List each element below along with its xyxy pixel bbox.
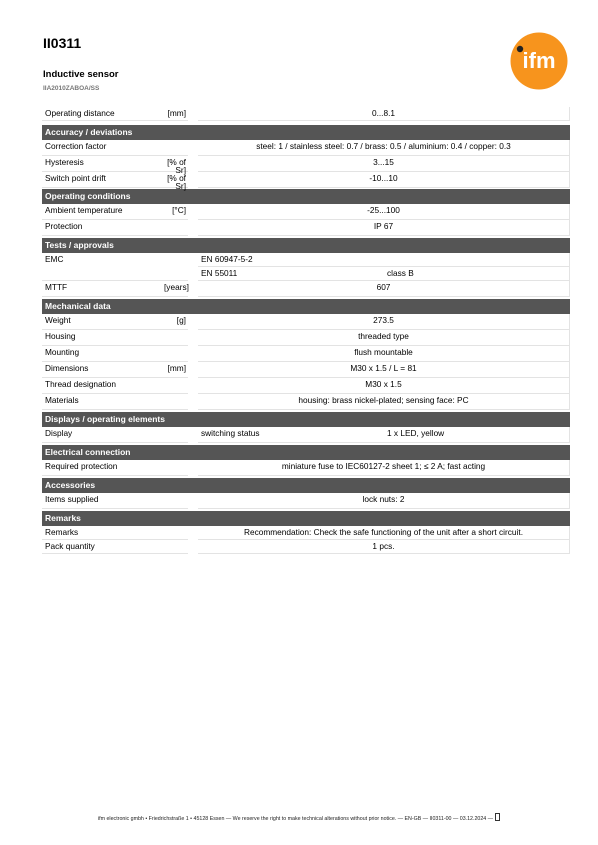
label: Remarks: [42, 526, 164, 540]
unit: [°C]: [164, 204, 188, 220]
value: threaded type: [198, 330, 570, 346]
label: Protection: [42, 220, 164, 236]
label: Correction factor: [42, 140, 164, 156]
value-class: [384, 253, 570, 267]
unit: [164, 220, 188, 236]
product-type: Inductive sensor: [43, 69, 119, 80]
section-operating-conditions: Operating conditions: [42, 189, 570, 204]
unit: [164, 493, 188, 509]
label: Display: [42, 427, 164, 443]
row-required-protection: [42, 460, 570, 476]
section-electrical-connection: Electrical connection: [42, 445, 570, 460]
row-dimensions: [42, 362, 570, 378]
value: miniature fuse to IEC60127-2 sheet 1; ≤ 2 A; fast acting: [198, 460, 570, 476]
label: Pack quantity: [42, 540, 164, 554]
section-tests-approvals: Tests / approvals: [42, 238, 570, 253]
row-thread-designation: [42, 378, 570, 394]
label: Switch point drift: [42, 172, 164, 188]
unit: [164, 346, 188, 362]
value: 607: [198, 281, 570, 297]
value: lock nuts: 2: [198, 493, 570, 509]
row-display: [42, 427, 570, 443]
product-code: IIA2010ZABOA/SS: [43, 85, 100, 92]
value-standard: EN 60947-5-2: [198, 253, 384, 267]
value: -10...10: [198, 172, 570, 188]
label: Required protection: [42, 460, 164, 476]
row-mounting: [42, 346, 570, 362]
section-remarks: Remarks: [42, 511, 570, 526]
label: EMC: [45, 254, 64, 264]
unit: [% of Sr]: [164, 156, 188, 172]
value-class: class B: [384, 267, 570, 281]
value: IP 67: [198, 220, 570, 236]
label: MTTF: [42, 281, 164, 297]
value: 273.5: [198, 314, 570, 330]
row-hysteresis: [42, 156, 570, 176]
value: 0...8.1: [198, 107, 570, 121]
value-function: switching status: [198, 427, 384, 443]
footer-text: ifm electronic gmbh • Friedrichstraße 1 • 45128 Essen — We reserve the right to make technical alterations without prior notice. — EN-GB — II0311-00 — 03.12.2024 —: [97, 816, 494, 822]
unit: [years]: [164, 281, 188, 297]
unit: [mm]: [164, 107, 188, 121]
unit: [164, 378, 188, 394]
footer: [0, 813, 598, 822]
value: M30 x 1.5 / L = 81: [198, 362, 570, 378]
unit: [% of Sr]: [164, 172, 188, 188]
row-pack-quantity: [42, 540, 570, 554]
unit: [164, 394, 188, 410]
unit: [164, 427, 188, 443]
section-accuracy: Accuracy / deviations: [42, 125, 570, 140]
value: -25...100: [198, 204, 570, 220]
label: Thread designation: [42, 378, 164, 394]
label: Weight: [42, 314, 164, 330]
page-marker-icon: [495, 813, 500, 821]
label: Housing: [42, 330, 164, 346]
row-operating-distance: [42, 107, 570, 121]
label: Items supplied: [42, 493, 164, 509]
value: Recommendation: Check the safe functioning of the unit after a short circuit.: [198, 526, 570, 540]
unit: [164, 540, 188, 554]
row-protection: [42, 220, 570, 236]
unit: [164, 253, 188, 267]
logo-text: ifm: [522, 48, 556, 73]
unit: [164, 330, 188, 346]
value: M30 x 1.5: [198, 378, 570, 394]
section-mechanical-data: Mechanical data: [42, 299, 570, 314]
value-standard: EN 55011: [198, 267, 384, 281]
unit: [164, 526, 188, 540]
row-remarks: [42, 526, 570, 540]
unit: [g]: [164, 314, 188, 330]
label: Mounting: [42, 346, 164, 362]
row-weight: [42, 314, 570, 330]
row-correction-factor: [42, 140, 570, 156]
label: Ambient temperature: [42, 204, 164, 220]
row-materials: [42, 394, 570, 410]
label: Hysteresis: [42, 156, 164, 172]
label: Operating distance: [42, 107, 164, 121]
unit: [164, 460, 188, 476]
page-title: II0311: [43, 35, 82, 51]
row-items-supplied: [42, 493, 570, 509]
unit: [164, 140, 188, 156]
value-indicator: 1 x LED, yellow: [384, 427, 570, 443]
row-switch-point-drift: [42, 172, 570, 192]
section-displays: Displays / operating elements: [42, 412, 570, 427]
unit: [mm]: [164, 362, 188, 378]
value: flush mountable: [198, 346, 570, 362]
value: housing: brass nickel-plated; sensing face: PC: [198, 394, 570, 410]
row-emc-1: [42, 253, 570, 267]
section-accessories: Accessories: [42, 478, 570, 493]
label: Dimensions: [42, 362, 164, 378]
row-ambient-temperature: [42, 204, 570, 220]
row-mttf: [42, 281, 570, 297]
spec-table: [42, 107, 570, 554]
value: 3...15: [198, 156, 570, 172]
ifm-logo: [510, 32, 568, 90]
value: 1 pcs.: [198, 540, 570, 554]
row-housing: [42, 330, 570, 346]
value: steel: 1 / stainless steel: 0.7 / brass: 0.5 / aluminium: 0.4 / copper: 0.3: [198, 140, 570, 156]
label: Materials: [42, 394, 164, 410]
row-emc-2: [42, 267, 570, 281]
